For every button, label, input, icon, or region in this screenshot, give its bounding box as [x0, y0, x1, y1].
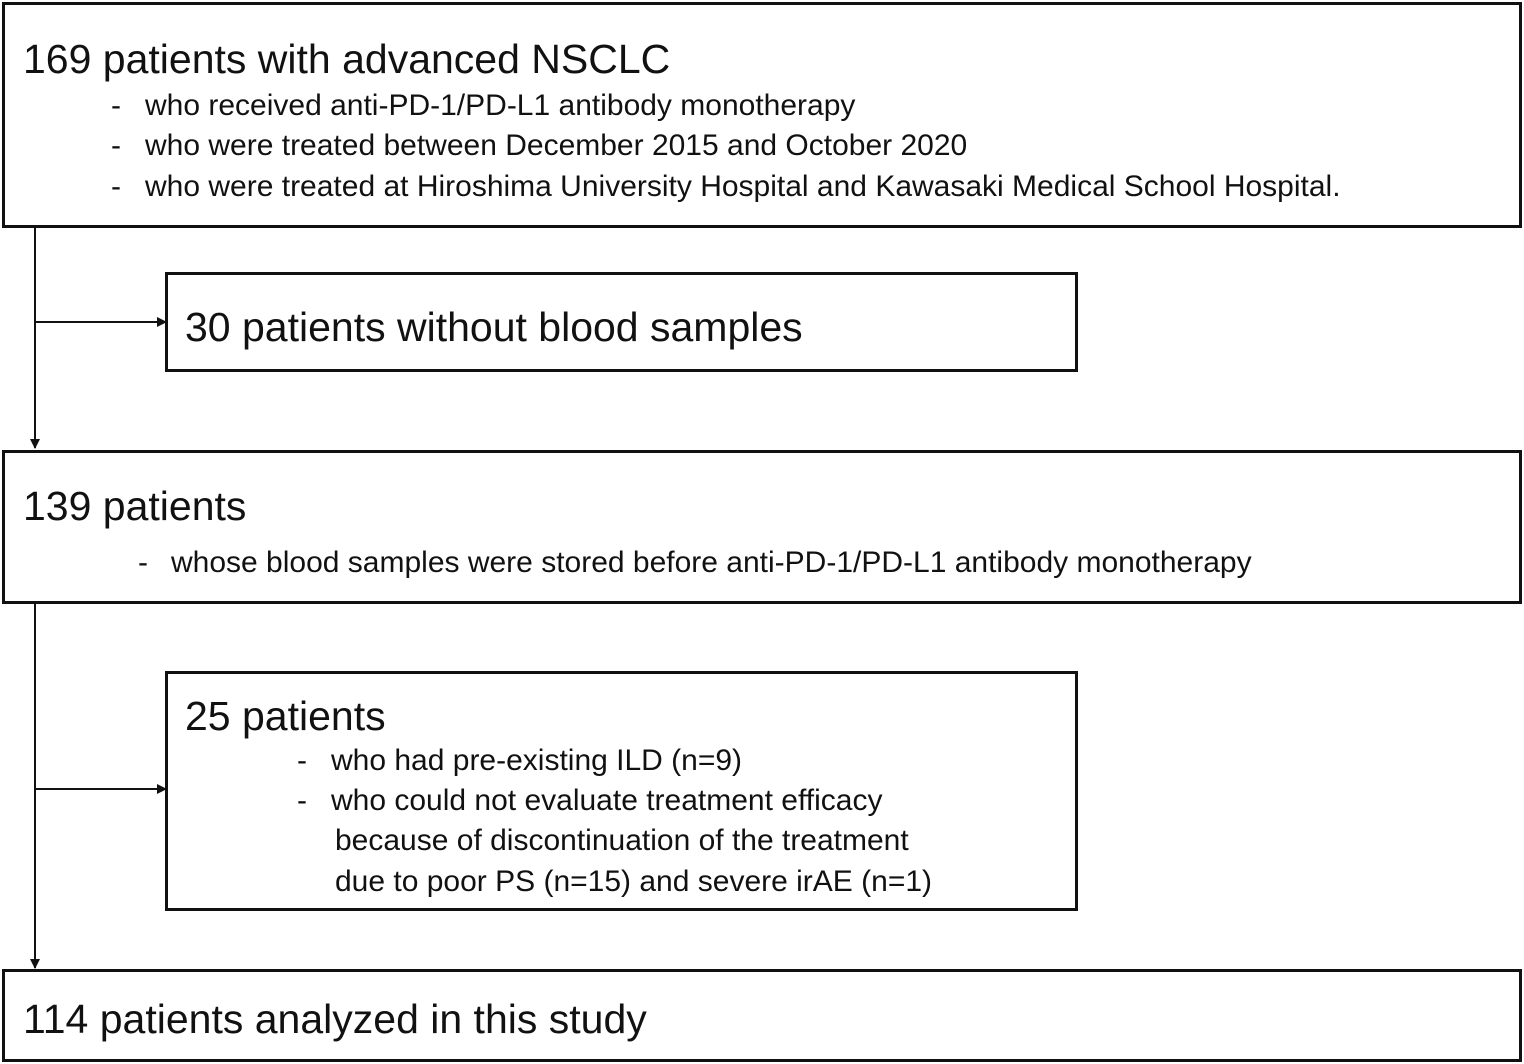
blood-sample-cohort-box: [2, 450, 1522, 604]
inclusion-criterion: who were treated at Hiroshima University Hospital and Kawasaki Medical School Hospital.: [145, 170, 1341, 203]
initial-cohort-box: [2, 2, 1522, 228]
exclusion-box-2: [165, 671, 1078, 911]
exclusion-reason: who had pre-existing ILD (n=9): [331, 744, 743, 777]
bullet-marker: -: [297, 784, 307, 817]
exclusion-1-title: 30 patients without blood samples: [185, 304, 803, 350]
exclusion-reason-continued: because of discontinuation of the treatment: [335, 824, 909, 857]
initial-cohort-title: 169 patients with advanced NSCLC: [23, 36, 671, 82]
bullet-marker: -: [297, 744, 307, 777]
exclusion-2-title: 25 patients: [185, 693, 386, 739]
inclusion-criterion: who received anti-PD-1/PD-L1 antibody monotherapy: [145, 89, 856, 122]
bullet-marker: -: [138, 546, 148, 579]
blood-sample-criterion: whose blood samples were stored before anti-PD-1/PD-L1 antibody monotherapy: [171, 546, 1252, 579]
final-analysis-box: [2, 969, 1522, 1062]
final-analysis-title: 114 patients analyzed in this study: [23, 996, 647, 1042]
bullet-marker: -: [111, 89, 121, 122]
blood-sample-cohort-title: 139 patients: [23, 483, 247, 529]
exclusion-reason-continued: due to poor PS (n=15) and severe irAE (n=1): [335, 865, 933, 898]
bullet-marker: -: [111, 129, 121, 162]
exclusion-box-1: [165, 272, 1078, 372]
exclusion-reason: who could not evaluate treatment efficacy: [331, 784, 883, 817]
bullet-marker: -: [111, 170, 121, 203]
inclusion-criterion: who were treated between December 2015 and October 2020: [145, 129, 968, 162]
